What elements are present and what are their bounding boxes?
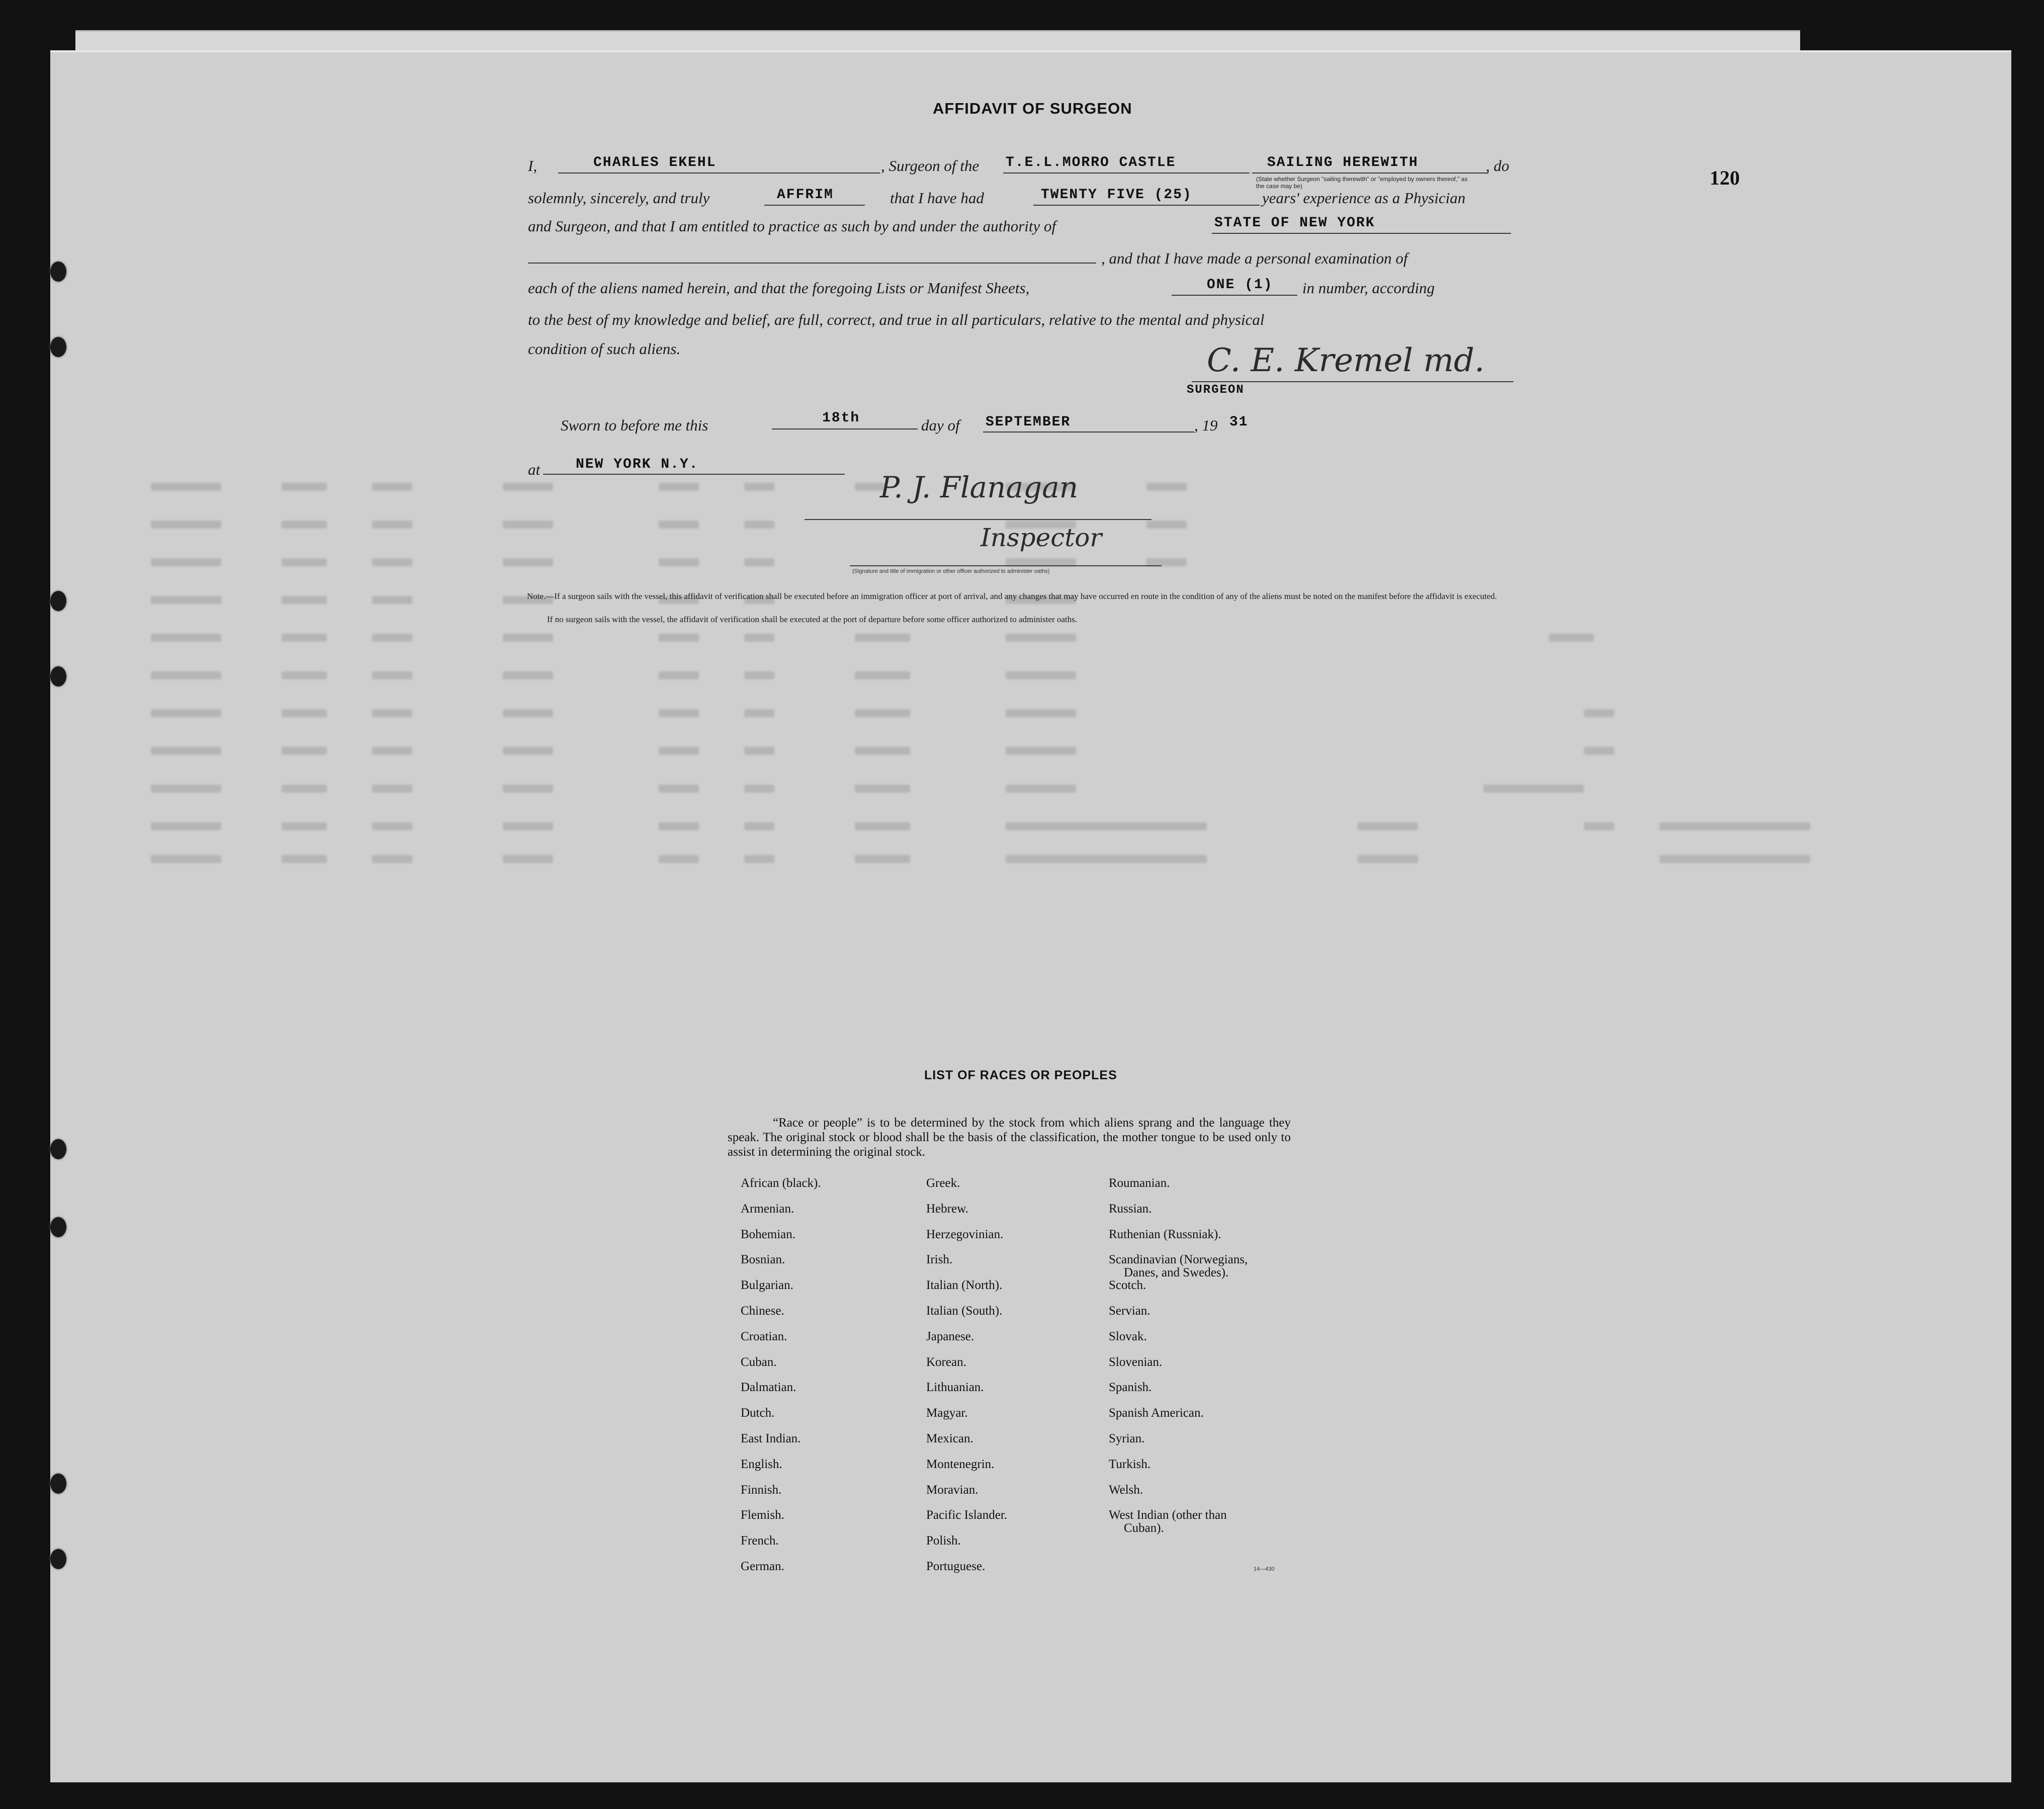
binder-hole (50, 1217, 66, 1237)
affidavit-note: Note.—If a surgeon sails with the vessel, this affidavit of verification shall be executed before an immigration officer at port of arrival, and any changes that may have occurred en route in the condition of any of the aliens must be noted on the manifest before the affidavit is executed. (527, 591, 1497, 601)
years-experience: TWENTY FIVE (25) (1041, 187, 1192, 203)
affidavit-i-label: I, (528, 157, 538, 175)
affidavit-title: AFFIDAVIT OF SURGEON (933, 100, 1132, 117)
race-item: Turkish. (1109, 1457, 1151, 1471)
race-item: Italian (South). (926, 1304, 1003, 1318)
affirm-value: AFFRIM (777, 187, 834, 203)
manifest-page (50, 50, 2011, 1782)
race-item: Danes, and Swedes). (1124, 1266, 1229, 1280)
race-item: Chinese. (741, 1304, 784, 1318)
race-item: Irish. (926, 1253, 953, 1267)
race-item: Flemish. (741, 1508, 784, 1522)
page-number: 120 (1710, 166, 1740, 189)
race-item: Pacific Islander. (926, 1508, 1008, 1522)
surgeon-of-label: , Surgeon of the (881, 157, 980, 175)
sheets-count: ONE (1) (1207, 277, 1273, 293)
experience-line-end: years' experience as a Physician (1262, 189, 1466, 207)
binder-hole (50, 1474, 66, 1494)
race-item: Bosnian. (741, 1253, 785, 1267)
race-item: Dutch. (741, 1406, 775, 1420)
authority-label: and Surgeon, and that I am entitled to practice as such by and under the authority of (528, 217, 1056, 235)
race-item: Dalmatian. (741, 1381, 796, 1395)
race-item: Moravian. (926, 1483, 979, 1497)
race-item: Croatian. (741, 1329, 787, 1343)
race-item: Cuban. (741, 1355, 777, 1369)
sheets-line-end: in number, according (1302, 279, 1435, 297)
sailing-note: (State whether Surgeon "sailing therewith" or "employed by owners thereof," as the case may be) (1256, 176, 1468, 190)
race-item: Russian. (1109, 1201, 1152, 1216)
do-label: , do (1486, 157, 1509, 175)
knowledge-statement: to the best of my knowledge and belief, are full, correct, and true in all particulars, relative to the mental and physical (528, 311, 1265, 328)
sworn-place: NEW YORK N.Y. (576, 457, 699, 472)
race-item: Japanese. (926, 1329, 974, 1343)
race-item: Polish. (926, 1534, 961, 1548)
race-item: Scandinavian (Norwegians, (1109, 1253, 1248, 1267)
race-item: Scotch. (1109, 1278, 1146, 1293)
race-item: East Indian. (741, 1432, 801, 1445)
race-item: Lithuanian. (926, 1381, 984, 1395)
sworn-year: 31 (1229, 414, 1249, 430)
race-item: Roumanian. (1109, 1176, 1170, 1190)
race-item: Spanish. (1109, 1381, 1152, 1395)
race-item: Greek. (926, 1176, 960, 1190)
race-item: Cuban). (1124, 1521, 1164, 1535)
race-item: Hebrew. (926, 1201, 968, 1216)
binder-hole (50, 666, 66, 686)
race-item: Herzegovinian. (926, 1227, 1004, 1241)
race-item: Finnish. (741, 1483, 782, 1497)
affirm-line-start: solemnly, sincerely, and truly (528, 189, 710, 207)
sworn-month: SEPTEMBER (986, 414, 1071, 430)
binder-hole (50, 262, 66, 282)
experience-label: that I have had (890, 189, 984, 207)
race-item: Montenegrin. (926, 1457, 995, 1471)
race-item: Spanish American. (1109, 1406, 1204, 1420)
races-intro: “Race or people” is to be determined by the stock from which aliens sprang and the language they speak. The original stock or blood shall be the basis of the classification, the mother tongue to be used only to assist in determining the original stock. (728, 1116, 1291, 1159)
day-of-label: day of (921, 416, 960, 434)
binder-hole (50, 1549, 66, 1569)
surgeon-label: SURGEON (1187, 383, 1245, 397)
sheets-label: each of the aliens named herein, and that the foregoing Lists or Manifest Sheets, (528, 279, 1030, 297)
race-item: African (black). (741, 1176, 821, 1190)
race-item: Korean. (926, 1355, 966, 1369)
sworn-label: Sworn to before me this (561, 416, 708, 434)
surgeon-signature: C. E. Kremel md. (1207, 342, 1485, 379)
race-item: Slovak. (1109, 1329, 1147, 1343)
race-item: West Indian (other than (1109, 1508, 1227, 1522)
race-item: Welsh. (1109, 1483, 1143, 1497)
sailing-status: SAILING HEREWITH (1267, 155, 1418, 170)
race-item: Ruthenian (Russniak). (1109, 1227, 1221, 1241)
race-item: English. (741, 1457, 782, 1471)
binder-hole (50, 337, 66, 357)
race-item: Servian. (1109, 1304, 1150, 1318)
races-title: LIST OF RACES OR PEOPLES (924, 1068, 1117, 1082)
race-item: Armenian. (741, 1201, 794, 1216)
vessel-name: T.E.L.MORRO CASTLE (1006, 155, 1176, 170)
race-item: French. (741, 1534, 779, 1548)
race-item: Syrian. (1109, 1432, 1145, 1445)
sworn-day: 18th (822, 410, 860, 426)
condition-statement: condition of such aliens. (528, 340, 681, 358)
year-prefix: , 19 (1194, 416, 1218, 434)
race-item: German. (741, 1560, 784, 1573)
race-item: Mexican. (926, 1432, 973, 1445)
binder-hole (50, 1139, 66, 1159)
officer-caption: (Signature and title of immigration or other officer authorized to administer oaths) (852, 568, 1050, 574)
at-label: at (528, 461, 541, 478)
race-item: Italian (North). (926, 1278, 1003, 1293)
officer-title-signature: Inspector (981, 523, 1102, 552)
binder-hole (50, 591, 66, 611)
race-item: Bohemian. (741, 1227, 796, 1241)
race-item: Slovenian. (1109, 1355, 1163, 1369)
race-item: Bulgarian. (741, 1278, 793, 1293)
examination-label: , and that I have made a personal examination of (1101, 249, 1408, 267)
surgeon-name: CHARLES EKEHL (593, 155, 717, 170)
race-item: Portuguese. (926, 1560, 986, 1573)
form-number: 14—430 (1254, 1566, 1275, 1572)
race-item: Magyar. (926, 1406, 968, 1420)
officer-signature: P. J. Flanagan (880, 470, 1079, 504)
authority-value: STATE OF NEW YORK (1214, 215, 1375, 231)
affidavit-note-2: If no surgeon sails with the vessel, the affidavit of verification shall be executed at the port of departure before some officer authorized to administer oaths. (547, 615, 1078, 624)
